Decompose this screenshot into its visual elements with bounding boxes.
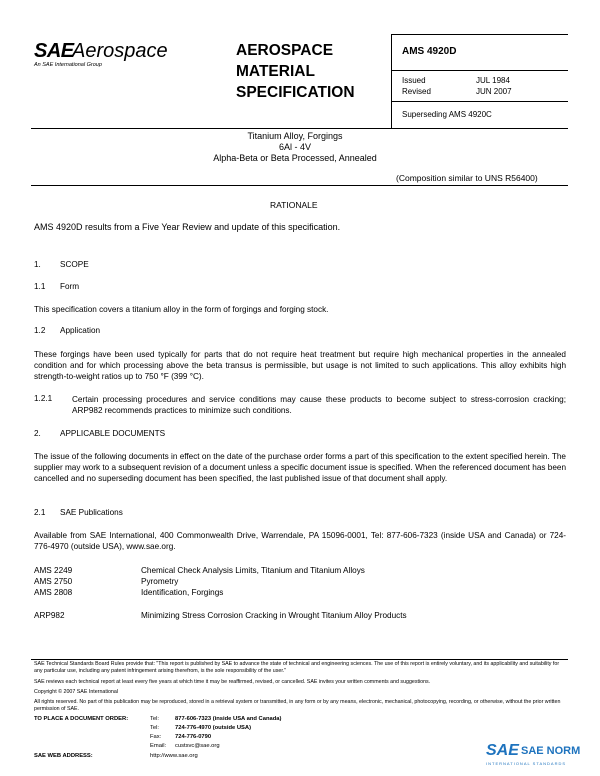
section-heading-sae-publications bbox=[34, 508, 123, 517]
reference-title: Identification, Forgings bbox=[141, 588, 224, 597]
section-number: 1.2 bbox=[34, 326, 46, 335]
document-number: AMS 4920D bbox=[402, 46, 457, 57]
reference-code: AMS 2249 bbox=[34, 566, 73, 575]
header-rule bbox=[391, 34, 568, 35]
web-label: SAE WEB ADDRESS: bbox=[34, 753, 93, 759]
section-title: SAE Publications bbox=[60, 508, 123, 517]
tel-label: Tel: bbox=[150, 716, 160, 722]
section-number: 1. bbox=[34, 260, 41, 269]
title-line: SPECIFICATION bbox=[236, 84, 355, 101]
tel-value: 877-606-7323 (inside USA and Canada) bbox=[175, 716, 282, 722]
section-title: Form bbox=[60, 282, 80, 291]
footer-rules-text: SAE Technical Standards Board Rules provide that: "This report is published by SAE to advance the state of technical and engineering sciences. The use of this report is entirely voluntary, and its applicability and suitability for any particular use, including any patent infringement arising therefrom, is the sole responsibility of the user." bbox=[34, 661, 560, 674]
header-divider bbox=[391, 34, 392, 128]
issued-date: JUL 1984 bbox=[476, 76, 510, 85]
specification-subject bbox=[160, 131, 430, 164]
sae-logo-mark: SAE bbox=[34, 40, 74, 62]
section-heading-form bbox=[34, 282, 79, 291]
header-rule bbox=[31, 185, 568, 186]
subject-line: Alpha-Beta or Beta Processed, Annealed bbox=[213, 153, 377, 163]
reference-title: Chemical Check Analysis Limits, Titanium and Titanium Alloys bbox=[141, 566, 365, 575]
title-line: AEROSPACE bbox=[236, 42, 334, 59]
section-heading-applicable-documents bbox=[34, 429, 165, 438]
reference-code: AMS 2750 bbox=[34, 577, 73, 586]
stress-corrosion-paragraph: Certain processing procedures and service conditions may cause these products to become subject to stress-corrosion cracking; ARP982 recommends practices to minimize such conditions. bbox=[72, 395, 566, 415]
sae-publications-paragraph: Available from SAE International, 400 Commonwealth Drive, Warrendale, PA 15096-0001, Tel: 877-606-7323 (inside USA and Canada) or 724-776-4970 (outside USA), www.sae.org. bbox=[34, 531, 566, 551]
section-number-1-2-1: 1.2.1 bbox=[34, 394, 53, 403]
superseding-note: Superseding AMS 4920C bbox=[402, 110, 492, 119]
section-heading-scope bbox=[34, 260, 89, 269]
sae-norm-watermark-sub: INTERNATIONAL STANDARDS bbox=[486, 761, 567, 766]
applicable-documents-paragraph: The issue of the following documents in effect on the date of the purchase order forms a part of this specification to the extent specified herein. The supplier may work to a subsequent revision of a document unless a specific document issue is specified. When the referenced document has been cancelled and no superseding document has been specified, the last published issue of that document shall apply. bbox=[34, 452, 566, 483]
application-paragraph: These forgings have been used typically for parts that do not require heat treatment but require high mechanical properties in the annealed condition and for which processing above the beta transus is permissible, but usage is not limited to such applications. This alloy exhibits high strength-to-weight ratios up to 750 °F (399 °C). bbox=[34, 350, 566, 381]
rationale-text: AMS 4920D results from a Five Year Review and update of this specification. bbox=[34, 222, 341, 232]
footer-rights-text: All rights reserved. No part of this publication may be reproduced, stored in a retrieval system or transmitted, in any form or by any means, electronic, mechanical, photocopying, recording, or otherwise, without the prior written permission of SAE. bbox=[34, 699, 561, 712]
sae-logo-aerospace: Aerospace bbox=[72, 40, 168, 62]
reference-title: Minimizing Stress Corrosion Cracking in Wrought Titanium Alloy Products bbox=[141, 611, 407, 620]
reference-code: AMS 2808 bbox=[34, 588, 73, 597]
section-number: 1.1 bbox=[34, 282, 46, 291]
section-title: APPLICABLE DOCUMENTS bbox=[60, 429, 166, 438]
header-rule bbox=[31, 128, 568, 129]
section-number: 2. bbox=[34, 429, 41, 438]
header-rule bbox=[391, 101, 568, 102]
reference-code: ARP982 bbox=[34, 611, 65, 620]
issued-label: Issued bbox=[402, 76, 426, 85]
document-type-title bbox=[236, 40, 355, 103]
reference-title: Pyrometry bbox=[141, 577, 179, 586]
revised-label: Revised bbox=[402, 87, 431, 96]
section-title: Application bbox=[60, 326, 101, 335]
tel2-label: Tel: bbox=[150, 725, 160, 731]
title-line: MATERIAL bbox=[236, 63, 315, 80]
fax-value: 724-776-0790 bbox=[175, 734, 212, 740]
footer-rule bbox=[31, 659, 568, 660]
sae-norm-watermark-text: SAE NORM bbox=[521, 745, 581, 757]
email-label: Email: bbox=[150, 743, 167, 749]
section-number: 2.1 bbox=[34, 508, 46, 517]
footer-review-text: SAE reviews each technical report at least every five years at which time it may be reaffirmed, revised, or cancelled. SAE invites your written comments and suggestions. bbox=[34, 679, 431, 685]
sae-logo-tagline: An SAE International Group bbox=[34, 62, 102, 68]
footer-copyright: Copyright © 2007 SAE International bbox=[34, 689, 118, 695]
tel2-value: 724-776-4970 (outside USA) bbox=[175, 725, 252, 731]
subject-line: 6Al - 4V bbox=[278, 142, 311, 152]
subject-line: Titanium Alloy, Forgings bbox=[247, 131, 343, 141]
sae-norm-watermark-logo: SAE bbox=[486, 742, 519, 759]
form-paragraph: This specification covers a titanium alloy in the form of forgings and forging stock. bbox=[34, 305, 329, 314]
header-rule bbox=[391, 70, 568, 71]
section-heading-application bbox=[34, 326, 100, 335]
composition-note: (Composition similar to UNS R56400) bbox=[396, 173, 538, 183]
section-title: SCOPE bbox=[60, 260, 89, 269]
order-label: TO PLACE A DOCUMENT ORDER: bbox=[34, 716, 129, 722]
rationale-heading: RATIONALE bbox=[270, 200, 318, 210]
revised-date: JUN 2007 bbox=[476, 87, 512, 96]
fax-label: Fax: bbox=[150, 734, 162, 740]
email-link[interactable]: custsvc@sae.org bbox=[175, 743, 220, 749]
web-link[interactable]: http://www.sae.org bbox=[150, 753, 198, 759]
